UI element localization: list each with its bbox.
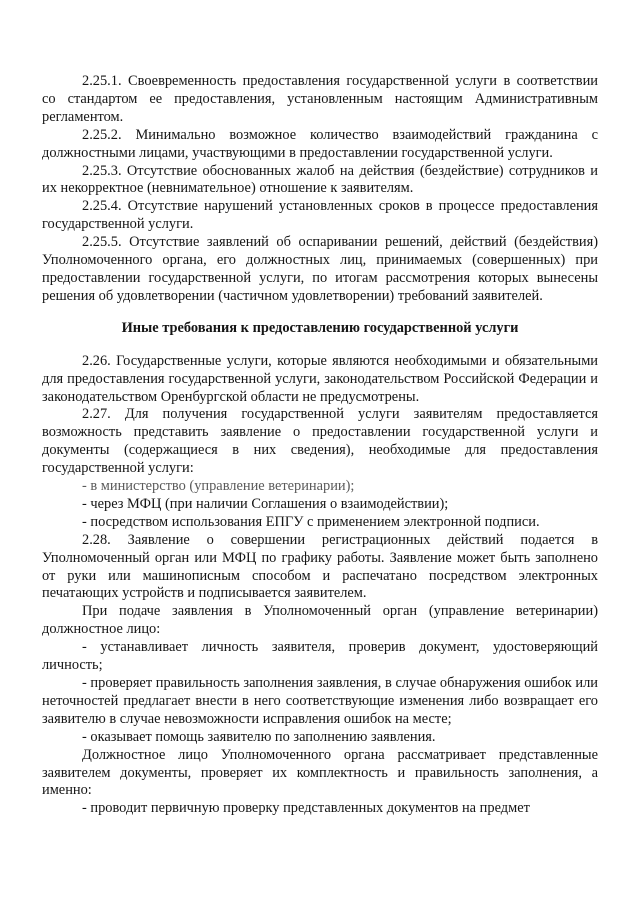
paragraph-2-25-4: 2.25.4. Отсутствие нарушений установленных сроков в процессе предоставления государственной услуги. <box>42 198 598 233</box>
paragraph-2-28: 2.28. Заявление о совершении регистрационных действий подается в Уполномоченный орган или МФЦ по графику работы. Заявление может быть заполнено от руки или машинописным способом и распечатано посредством электронных печатающих устройств и подписывается заявителем. <box>42 531 598 602</box>
paragraph-2-25-1: 2.25.1. Своевременность предоставления государственной услуги в соответствии со стандартом ее предоставления, установленным настоящим Административным регламентом. <box>42 73 598 125</box>
paragraph-2-25-5: 2.25.5. Отсутствие заявлений об оспаривании решений, действий (бездействия) Уполномоченного органа, его должностных лиц, принимаемых (совершенных) при предоставлении государственной услуги, по итогам рассмотрения которых вынесены решения об удовлетворении (частичном удовлетворении) требований заявителей. <box>42 234 598 304</box>
list-item-primary-check: - проводит первичную проверку представленных документов на предмет <box>82 800 530 817</box>
list-item-identity: - устанавливает личность заявителя, проверив документ, удостоверяющий личность; <box>42 639 598 674</box>
document-page <box>42 73 598 818</box>
list-item-mfc: - через МФЦ (при наличии Соглашения о взаимодействии); <box>82 495 449 512</box>
list-item-ministry: - в министерство (управление ветеринарии); <box>82 478 355 495</box>
paragraph-review: Должностное лицо Уполномоченного органа рассматривает представленные заявителем документы, проверяет их комплектность и правильность заполнения, а именно: <box>42 746 598 799</box>
list-item-assist: - оказывает помощь заявителю по заполнению заявления. <box>82 728 436 745</box>
paragraph-submission: При подаче заявления в Уполномоченный орган (управление ветеринарии) должностное лицо: <box>42 603 598 638</box>
list-item-epgu: - посредством использования ЕПГУ с применением электронной подписи. <box>82 513 540 530</box>
paragraph-2-26: 2.26. Государственные услуги, которые являются необходимыми и обязательными для предоставления государственной услуги, законодательством Российской Федерации и законодательством Оренбургской области не предусмотрены. <box>42 352 598 405</box>
paragraph-2-27: 2.27. Для получения государственной услуги заявителям предоставляется возможность представить заявление о предоставлении государственной услуги и документы (содержащиеся в них сведения), необходимые для предоставления государственной услуги: <box>42 406 598 477</box>
section-heading: Иные требования к предоставлению государственной услуги <box>121 319 519 336</box>
list-item-check-form: - проверяет правильность заполнения заявления, в случае обнаружения ошибок или неточностей предлагает внести в него соответствующие изменения либо возвращает его заявителю в случае невозможности исправления ошибок на месте; <box>42 675 598 727</box>
paragraph-2-25-3: 2.25.3. Отсутствие обоснованных жалоб на действия (бездействие) сотрудников и их некорректное (невнимательное) отношение к заявителям. <box>42 162 598 197</box>
paragraph-2-25-2: 2.25.2. Минимально возможное количество взаимодействий гражданина с должностными лицами, участвующими в предоставлении государственной услуги. <box>42 126 598 161</box>
